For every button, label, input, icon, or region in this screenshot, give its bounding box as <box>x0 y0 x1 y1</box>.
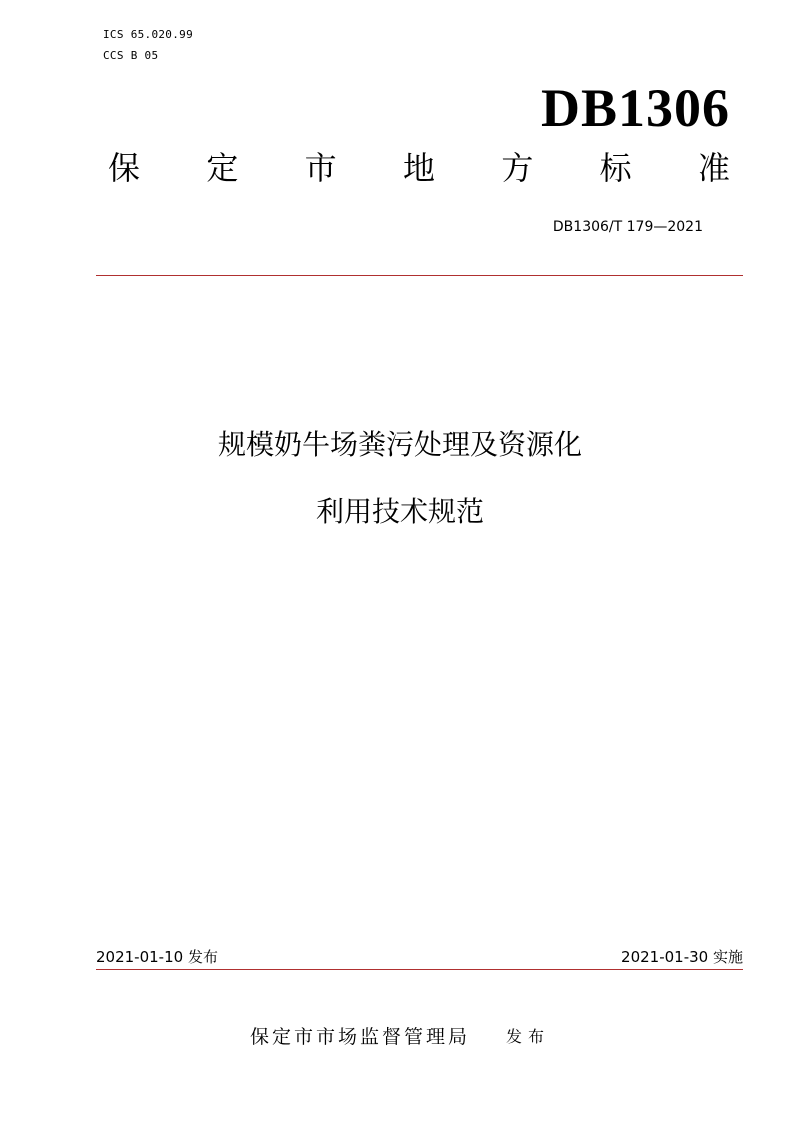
implementation-date: 2021-01-30 实施 <box>621 948 743 966</box>
header-divider <box>96 275 743 276</box>
document-title-line-1: 规模奶牛场粪污处理及资源化 <box>217 428 582 461</box>
standard-number: DB1306/T 179—2021 <box>552 219 703 235</box>
standard-kind-char: 准 <box>697 149 730 187</box>
standard-kind-char: 定 <box>206 149 239 187</box>
standard-kind-char: 保 <box>108 149 141 187</box>
footer-divider <box>96 969 743 970</box>
issuer-name: 保定市市场监督管理局 <box>249 1026 470 1048</box>
issuer-verb: 发布 <box>506 1027 551 1046</box>
standard-kind-title <box>108 146 730 190</box>
standard-code-heading: DB1306 <box>540 78 730 138</box>
ics-code: ICS 65.020.99 <box>103 28 193 41</box>
issue-date: 2021-01-10 发布 <box>96 948 218 966</box>
standard-kind-char: 市 <box>304 149 337 187</box>
ccs-code: CCS B 05 <box>103 49 159 62</box>
standard-kind-char: 标 <box>599 149 632 187</box>
standard-kind-char: 地 <box>402 149 435 187</box>
issuer-block <box>0 1024 800 1050</box>
standard-kind-char: 方 <box>501 149 534 187</box>
document-title-line-2: 利用技术规范 <box>315 495 484 528</box>
